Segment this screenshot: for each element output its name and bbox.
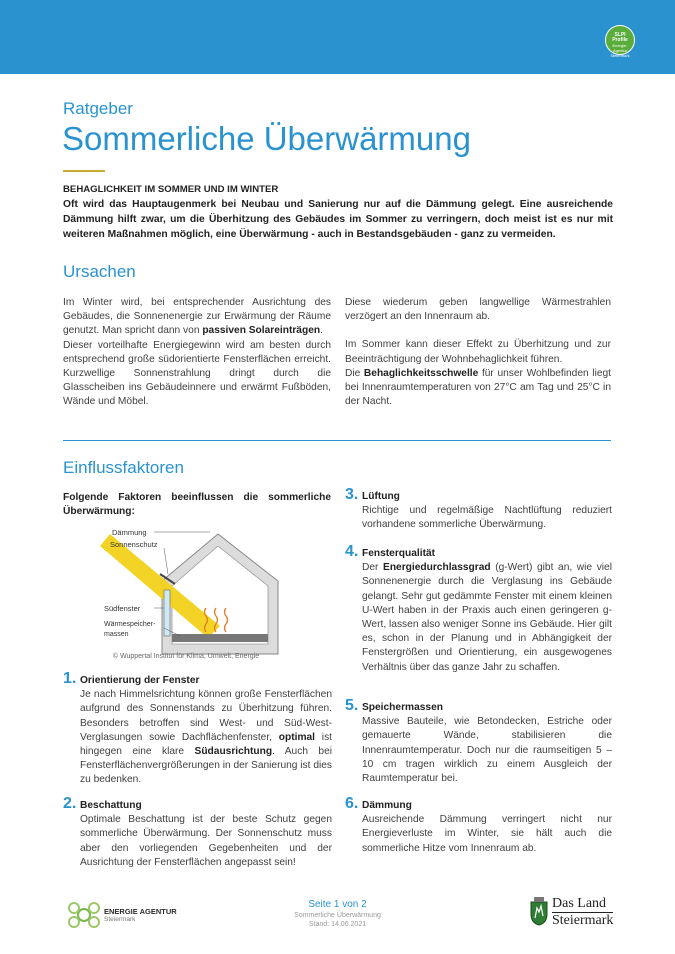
factor-item-beschattung xyxy=(80,799,332,870)
ursachen-emphasis: passiven Solareinträgen xyxy=(202,325,321,337)
ursachen-text: Im Winter wird, bei entsprechender Ausrichtung des Gebäudes, die Sonnenenergie zur Erwärmung der Räume genutzt. Man spricht dann von xyxy=(63,297,331,337)
factor-item-fensterqualitaet xyxy=(362,547,612,675)
footer-document-title: Sommerliche Überwärmung xyxy=(294,912,381,919)
item-title: Orientierung der Fenster xyxy=(80,675,200,686)
factor-item-speichermassen xyxy=(362,701,612,786)
land-name-line2: Steiermark xyxy=(552,913,614,928)
ursachen-text: Die xyxy=(345,367,364,379)
badge-line-2: Energie-Agentur xyxy=(612,43,628,53)
item-title: Fensterqualität xyxy=(362,548,436,559)
item-emphasis: optimal xyxy=(278,731,316,743)
footer-date: Stand: 14.06.2021 xyxy=(308,921,367,928)
item-text: (g-Wert) gibt an, wie viel Sonnenenergie durch die Verglasung ins Gebäude gelangt. Sehr gut gedämmte Fenster mit einem kleinen U-Wert haben in der Praxis auch einen geringeren g-Wert, lassen also weniger Sonne ins Gebäude. Hier gilt es, schon in der Planung und in Abhängigkeit der Fenstergrößen und Orientierung, ein ausgewogenes Verhältnis über das ganze Jahr zu schaffen. xyxy=(362,562,612,673)
label-waermespeicher-1: Wärmespeicher- xyxy=(104,621,156,628)
item-number: 6. xyxy=(345,795,359,812)
badge-line-1: SLPI Profile xyxy=(612,32,628,43)
factor-item-daemmung xyxy=(362,799,612,856)
thermal-mass-floor xyxy=(172,634,268,642)
einfluss-lead: Folgende Faktoren beeinflussen die sommerliche Überwärmung: xyxy=(63,492,331,518)
label-suedfenster: Südfenster xyxy=(104,604,141,613)
ursachen-emphasis: Behaglichkeitsschwelle xyxy=(363,367,479,379)
label-daemmung: Dämmung xyxy=(112,528,147,537)
section-heading-ursachen: Ursachen xyxy=(63,262,136,281)
intro-heading: BEHAGLICHKEIT IM SOMMER UND IM WINTER xyxy=(63,184,279,195)
item-text: Massive Bauteile, wie Betondecken, Estriche oder gemauerte Wände, stabilisieren die Innenraumtemperatur. Doch nur die raumseitigen 5 – 10 cm tragen wirklich zu einem Ausgleich der Raumtemperatur bei. xyxy=(362,716,612,785)
ursachen-text: . xyxy=(320,325,323,337)
intro-block xyxy=(63,182,613,242)
item-text: . Auch bei Fensterflächenvergrößerungen in der Sanierung ist dies zu bedenken. xyxy=(80,746,333,786)
page-kicker: Ratgeber xyxy=(63,99,133,118)
item-number: 2. xyxy=(63,795,77,812)
agency-subtitle: Steiermark xyxy=(104,916,136,923)
item-number: 1. xyxy=(63,670,77,687)
item-text: ist hingegen eine klare xyxy=(80,731,332,758)
factor-item-lueftung xyxy=(362,490,612,533)
land-name-line1: Das Land xyxy=(552,896,607,911)
item-number: 3. xyxy=(345,486,359,503)
page-number: Seite 1 von 2 xyxy=(308,899,367,910)
item-number: 4. xyxy=(345,543,359,560)
house-diagram xyxy=(100,526,300,656)
label-sonnenschutz: Sonnenschutz xyxy=(110,540,158,549)
item-title: Lüftung xyxy=(362,491,400,502)
item-title: Dämmung xyxy=(362,800,412,811)
item-text: Der xyxy=(362,562,384,574)
south-window xyxy=(164,590,170,636)
section-heading-einflussfaktoren: Einflussfaktoren xyxy=(63,458,184,477)
certification-badge xyxy=(605,25,635,58)
agency-name: ENERGIE AGENTUR xyxy=(104,907,177,916)
ursachen-left-column xyxy=(63,296,331,410)
ursachen-paragraph-threshold xyxy=(345,367,611,410)
ursachen-text: für unser Wohlbefinden liegt bei Innenraumtemperaturen von 27°C am Tag und 25°C in der Nacht. xyxy=(345,367,611,408)
item-text: Je nach Himmelsrichtung können große Fensterflächen aufgrund des Sonnenstands zu Überhitzung führen. Besonders betroffen sind West- und Süd-West-Verglasungen sowie Dachflächenfenster, xyxy=(80,689,332,743)
item-number: 5. xyxy=(345,697,359,714)
section-divider xyxy=(63,440,611,441)
item-title: Beschattung xyxy=(80,800,142,811)
steiermark-coat-of-arms-icon xyxy=(529,896,549,926)
header-bar xyxy=(0,0,675,74)
intro-text: Oft wird das Hauptaugenmerk bei Neubau und Sanierung nur auf die Dämmung gelegt. Eine ausreichende Dämmung hilft zwar, um die Überhitzung des Gebäudes im Sommer zu verringern, doch meist ist es nur mit weiteren Maßnahmen möglich, eine Überwärmung - auch in Bestandsgebäuden - ganz zu vermeiden. xyxy=(63,199,613,240)
label-waermespeicher-2: massen xyxy=(104,631,129,638)
factor-item-orientierung xyxy=(80,674,332,788)
item-text: Optimale Beschattung ist der beste Schutz gegen sommerliche Überwärmung. Der Sonnenschutz muss aber den vorliegenden Gegebenheiten und der Ausrichtung der Fensterflächen angepasst sein! xyxy=(80,814,332,868)
item-emphasis: Energiedurchlassgrad xyxy=(383,562,491,574)
item-text: Richtige und regelmäßige Nachtlüftung reduziert vorhandene sommerliche Überwärmung. xyxy=(362,505,612,531)
ursachen-paragraph: Im Sommer kann dieser Effekt zu Überhitzung und zur Beeinträchtigung der Wohnbehaglichkeit führen. xyxy=(345,339,611,365)
leader-line xyxy=(164,548,168,574)
figure-caption: © Wuppertal Institut für Klima, Umwelt, Energie xyxy=(112,653,260,660)
item-text: Ausreichende Dämmung verringert nicht nur Energieverluste im Winter, sie hält auch die sommerliche Hitze vom Innenraum ab. xyxy=(362,814,612,854)
page-title: Sommerliche Überwärmung xyxy=(62,120,471,157)
item-title: Speichermassen xyxy=(362,702,443,713)
badge-line-3: Steiermark xyxy=(610,53,630,58)
item-emphasis: Südausrichtung xyxy=(194,746,273,758)
ursachen-right-column xyxy=(345,296,611,409)
title-accent-line xyxy=(63,170,105,172)
ursachen-paragraph: Dieser vorteilhafte Energiegewinn wird am besten durch entsprechend große südorientierte Fensterflächen erreicht. Kurzwellige Sonnenstrahlung dringt durch die Glasscheiben ins Gebäudeinnere und erwärmt Fußböden, Wände und Möbel. xyxy=(63,339,331,408)
ursachen-paragraph: Diese wiederum geben langwellige Wärmestrahlen verzögert an den Innenraum ab. xyxy=(345,297,611,323)
